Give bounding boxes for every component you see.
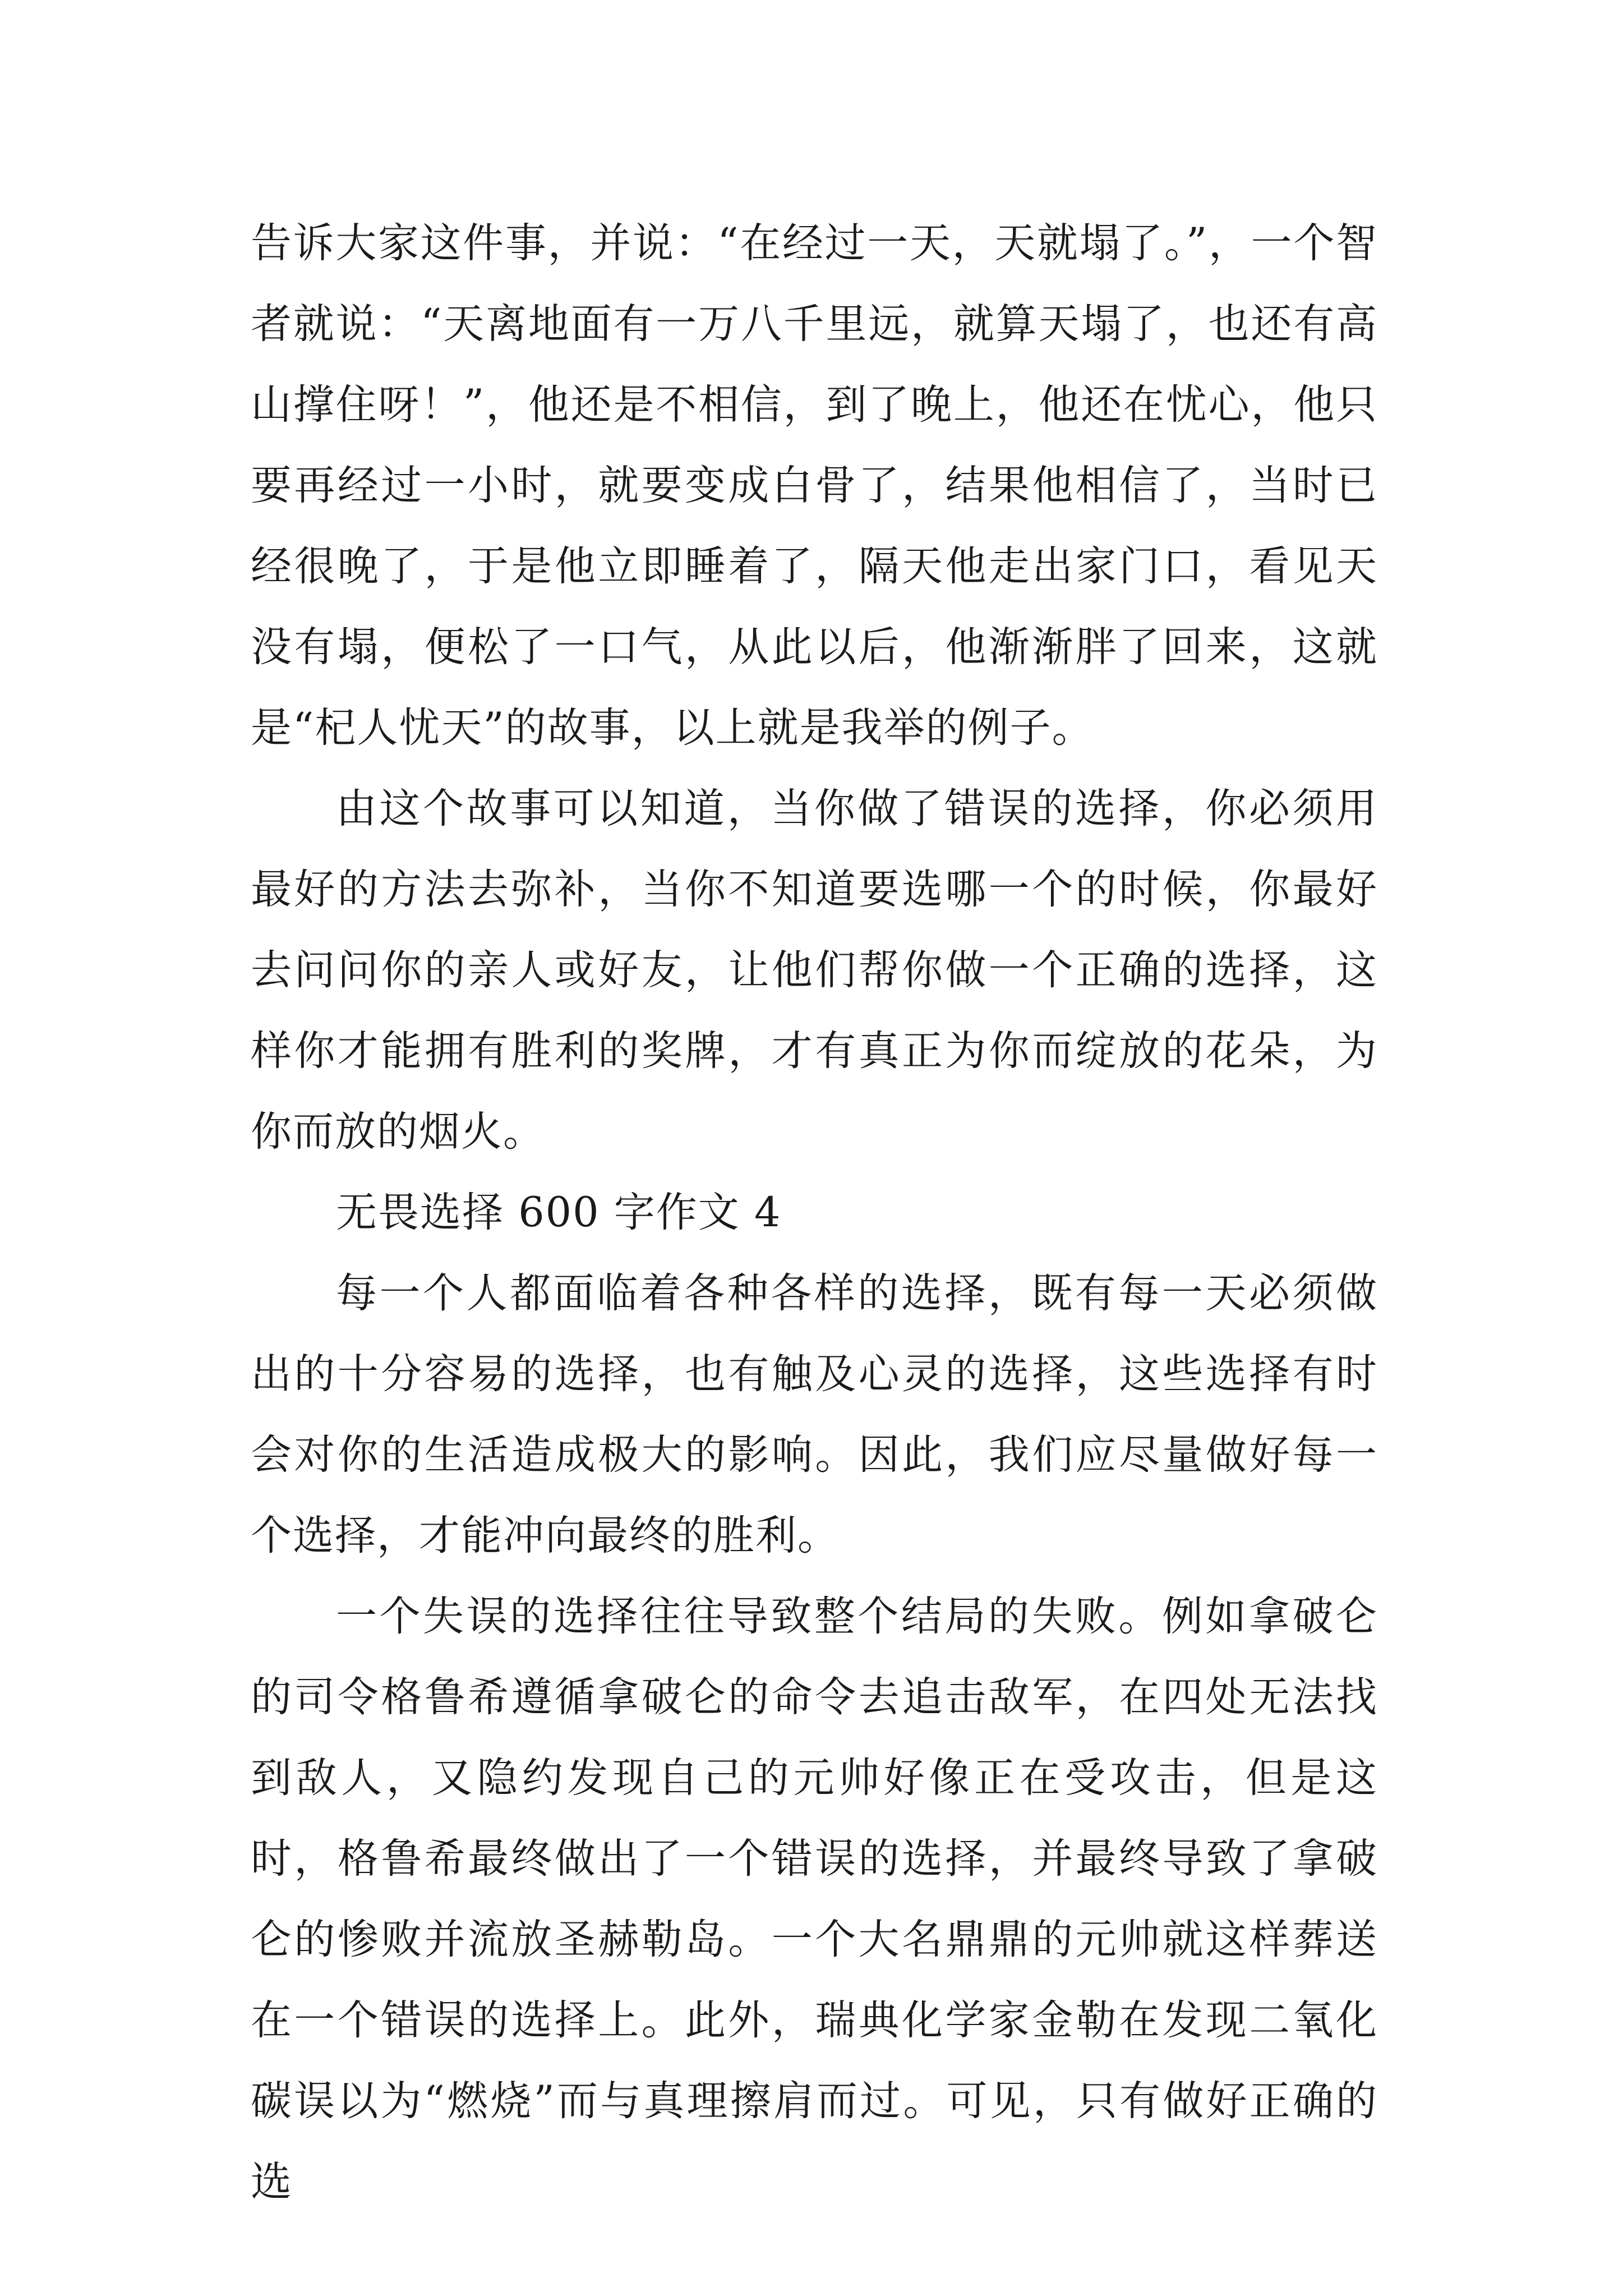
paragraph-lesson: 由这个故事可以知道，当你做了错误的选择，你必须用最好的方法去弥补，当你不知道要选哪一个的时候，你最好去问问你的亲人或好友，让他们帮你做一个正确的选择，这样你才能拥有胜利的奖牌，才有真正为你而绽放的花朵，为你而放的烟火。: [251, 785, 1378, 1156]
paragraph-intro: 每一个人都面临着各种各样的选择，既有每一天必须做出的十分容易的选择，也有触及心灵的选择，这些选择有时会对你的生活造成极大的影响。因此，我们应尽量做好每一个选择，才能冲向最终的胜利。: [251, 1269, 1378, 1559]
document-body: [251, 203, 1378, 2223]
essay-title: 无畏选择 600 字作文 4: [336, 1189, 782, 1236]
paragraph-story-continuation: 告诉大家这件事，并说：“在经过一天，天就塌了。”，一个智者就说：“天离地面有一万八千里远，就算天塌了，也还有高山撑住呀！”，他还是不相信，到了晚上，他还在忧心，他只要再经过一小时，就要变成白骨了，结果他相信了，当时已经很晚了，于是他立即睡着了，隔天他走出家门口，看见天没有塌，便松了一口气，从此以后，他渐渐胖了回来，这就是“杞人忧天”的故事，以上就是我举的例子。: [251, 219, 1378, 752]
paragraph-example: 一个失误的选择往往导致整个结局的失败。例如拿破仑的司令格鲁希遵循拿破仑的命令去追击敌军，在四处无法找到敌人，又隐约发现自己的元帅好像正在受攻击，但是这时，格鲁希最终做出了一个错误的选择，并最终导致了拿破仑的惨败并流放圣赫勒岛。一个大名鼎鼎的元帅就这样葬送在一个错误的选择上。此外，瑞典化学家金勒在发现二氧化碳误以为“燃烧”而与真理擦肩而过。可见，只有做好正确的选: [251, 1593, 1378, 2206]
